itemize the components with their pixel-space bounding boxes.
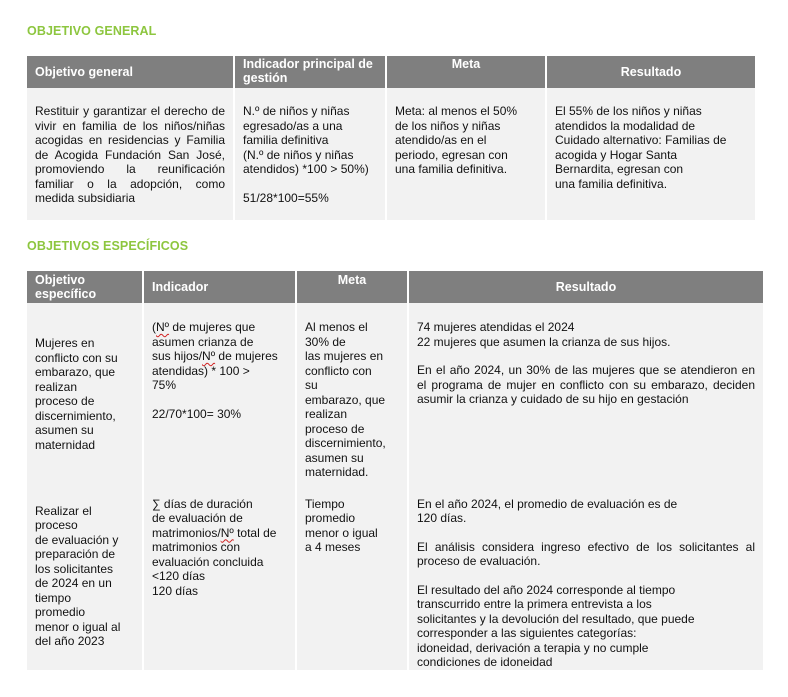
result-paragraph: El resultado del año 2024 corresponde al tiempo transcurrido entre la primera entrevista a los solicitantes y la devolución del resultado, que puede corresponder a las siguientes categorías: idoneidad, derivación a terapia y no cumple condiciones de idoneidad — [417, 582, 695, 669]
header-resultado: Resultado — [547, 56, 755, 88]
header-objetivo-general: Objetivo general — [27, 56, 235, 88]
general-objective-cell: Restituir y garantizar el derecho de vivir en familia de los niños/niñas acogidas en residencias y Familia de Acogida Fundación San José, promoviendo la reunificación familiar o la adopción, como medida subsidiaria — [27, 88, 235, 220]
objective-cell: Mujeres en conflicto con su embarazo, que realizan proceso de discernimiento, asumen su maternidad — [27, 303, 144, 480]
spellcheck-word: Nº — [156, 320, 170, 334]
indicator-text: de mujeres que asumen crianza de sus hijos/ — [152, 320, 256, 363]
table-row — [27, 303, 763, 480]
section-title-general: OBJETIVO GENERAL — [27, 24, 157, 38]
goal-cell: Al menos el 30% de las mujeres en conflicto con su embarazo, que realizan proceso de discernimiento, asumen su maternidad. — [297, 303, 409, 480]
indicator-text: total de matrimonios con evaluación concluida <120 días 120 días — [152, 525, 277, 598]
result-paragraph: 74 mujeres atendidas el 2024 22 mujeres que asumen la crianza de sus hijos. — [417, 320, 671, 349]
header-indicador: Indicador — [144, 271, 297, 303]
section-title-specific: OBJETIVOS ESPECÍFICOS — [27, 239, 189, 253]
specific-objectives-table — [27, 271, 763, 670]
general-indicator-cell: N.º de niños y niñas egresado/as a una familia definitiva (N.º de niños y niñas atendidos) *100 > 50%) 51/28*100=55% — [235, 88, 387, 220]
indicator-cell — [144, 480, 297, 670]
general-objective-table — [27, 56, 755, 220]
indicator-cell — [144, 303, 297, 480]
spellcheck-word: Nº — [202, 349, 216, 363]
result-paragraph: El análisis considera ingreso efectivo de los solicitantes al proceso de evaluación. — [417, 539, 755, 568]
header-resultado: Resultado — [409, 271, 763, 303]
header-meta: Meta — [387, 56, 547, 88]
indicator-text: ( — [152, 320, 156, 334]
spellcheck-word: Nº — [220, 525, 234, 540]
result-paragraph: En el año 2024, el promedio de evaluación es de 120 días. — [417, 496, 678, 525]
general-goal-cell: Meta: al menos el 50% de los niños y niñas atendido/as en el periodo, egresan con una familia definitiva. — [387, 88, 547, 220]
goal-cell: Tiempo promedio menor o igual a 4 meses — [297, 480, 409, 670]
header-objetivo-especifico: Objetivo específico — [27, 271, 144, 303]
indicator-text: de mujeres atendidas) * 100 > 75% 22/70*100= 30% — [152, 349, 278, 421]
header-meta: Meta — [297, 271, 409, 303]
result-cell — [409, 303, 763, 480]
table-row — [27, 480, 763, 670]
header-indicador-principal: Indicador principal de gestión — [235, 56, 387, 88]
objective-cell: Realizar el proceso de evaluación y preparación de los solicitantes de 2024 en un tiempo promedio menor o igual al del año 2023 — [27, 480, 144, 670]
result-paragraph: En el año 2024, un 30% de las mujeres que se atendieron en el programa de mujer en conflicto con su embarazo, deciden asumir la crianza y cuidado de su hijo en gestación — [417, 363, 755, 406]
result-cell — [409, 480, 763, 670]
indicator-text: ∑ días de duración de evaluación de matrimonios/ — [152, 496, 253, 540]
general-result-cell: El 55% de los niños y niñas atendidos la modalidad de Cuidado alternativo: Familias de acogida y Hogar Santa Bernardita, egresan con una familia definitiva. — [547, 88, 755, 220]
